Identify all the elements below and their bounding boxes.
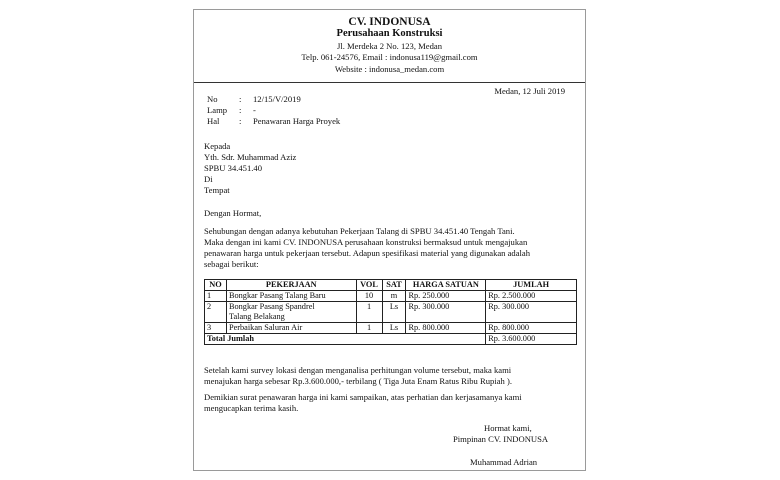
cell-price: Rp. 300.000 — [406, 302, 486, 323]
cell-no: 3 — [205, 323, 227, 334]
company-website: Website : indonusa_medan.com — [334, 64, 445, 74]
letterhead-divider — [194, 82, 585, 83]
table-total-row — [205, 334, 577, 345]
cell-vol: 10 — [356, 291, 382, 302]
cell-sat: Ls — [382, 323, 406, 334]
recipient-line: Di — [204, 174, 213, 184]
cell-work: Perbaikan Saluran Air — [226, 323, 356, 334]
meta-sep: : — [239, 116, 242, 126]
company-subtitle: Perusahaan Konstruksi — [336, 28, 443, 39]
table-header-row — [205, 280, 577, 291]
meta-value: 12/15/V/2019 — [253, 94, 301, 104]
table-row — [205, 323, 577, 334]
total-value: Rp. 3.600.000 — [486, 334, 577, 345]
cell-vol: 1 — [356, 323, 382, 334]
company-name: CV. INDONUSA — [348, 16, 431, 28]
company-contact: Telp. 061-24576, Email : indonusa119@gmail.com — [301, 52, 478, 62]
header-sat: SAT — [382, 280, 406, 291]
cell-no: 2 — [205, 302, 227, 323]
closing-line: menajukan harga sebesar Rp.3.600.000,- terbilang ( Tiga Juta Enam Ratus Ribu Rupiah ). — [204, 376, 512, 386]
cell-sat: Ls — [382, 302, 406, 323]
intro-line: sebagai berikut: — [204, 259, 259, 269]
cell-no: 1 — [205, 291, 227, 302]
intro-line: penawaran harga untuk pekerjaan tersebut. Adapun spesifikasi material yang digunakan adalah — [204, 248, 531, 258]
cell-total: Rp. 2.500.000 — [486, 291, 577, 302]
closing-line: Demikian surat penawaran harga ini kami sampaikan, atas perhatian dan kerjasamanya kami — [204, 392, 522, 402]
cell-work-line: Bongkar Pasang Spandrel — [228, 302, 315, 311]
signature-regards: Hormat kami, — [484, 423, 532, 433]
company-address: Jl. Merdeka 2 No. 123, Medan — [336, 41, 442, 51]
meta-sep: : — [239, 105, 242, 115]
table-row — [205, 291, 577, 302]
intro-line: Maka dengan ini kami CV. INDONUSA perusahaan konstruksi bermaksud untuk mengajukan — [204, 237, 528, 247]
header-work: PEKERJAAN — [226, 280, 356, 291]
recipient-line: Kepada — [204, 141, 231, 151]
header-vol: VOL — [356, 280, 382, 291]
signature-name: Muhammad Adrian — [470, 457, 538, 467]
recipient-line: Yth. Sdr. Muhammad Aziz — [204, 152, 297, 162]
closing-line: mengucapkan terima kasih. — [204, 403, 299, 413]
cell-price: Rp. 800.000 — [406, 323, 486, 334]
cell-sat: m — [382, 291, 406, 302]
cell-price: Rp. 250.000 — [406, 291, 486, 302]
letter-date: Medan, 12 Juli 2019 — [494, 86, 565, 96]
cell-total: Rp. 300.000 — [486, 302, 577, 323]
recipient-line: Tempat — [204, 185, 230, 195]
cell-vol: 1 — [356, 302, 382, 323]
header-no: NO — [205, 280, 227, 291]
header-total: JUMLAH — [486, 280, 577, 291]
meta-sep: : — [239, 94, 242, 104]
letter-page — [193, 9, 586, 471]
header-price: HARGA SATUAN — [406, 280, 486, 291]
intro-line: Sehubungan dengan adanya kebutuhan Pekerjaan Talang di SPBU 34.451.40 Tengah Tani. — [204, 226, 515, 236]
meta-label: Lamp — [207, 105, 228, 115]
meta-value: Penawaran Harga Proyek — [253, 116, 341, 126]
meta-value: - — [253, 105, 256, 115]
recipient-line: SPBU 34.451.40 — [204, 163, 263, 173]
meta-label: Hal — [207, 116, 220, 126]
cell-work-line: Talang Belakang — [228, 312, 285, 321]
work-table — [204, 279, 577, 345]
closing-line: Setelah kami survey lokasi dengan menganalisa perhitungan volume tersebut, maka kami — [204, 365, 512, 375]
cell-work — [226, 302, 356, 323]
cell-total: Rp. 800.000 — [486, 323, 577, 334]
total-label: Total Jumlah — [205, 334, 486, 345]
table-row — [205, 302, 577, 323]
cell-work: Bongkar Pasang Talang Baru — [226, 291, 356, 302]
meta-label: No — [207, 94, 218, 104]
greeting: Dengan Hormat, — [204, 208, 262, 218]
signature-position: Pimpinan CV. INDONUSA — [453, 434, 549, 444]
